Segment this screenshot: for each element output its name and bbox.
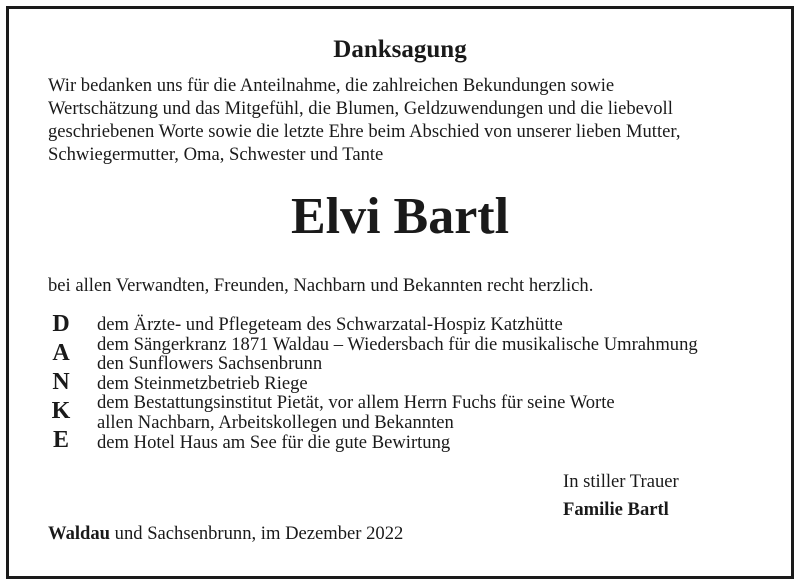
- intro-line: Wir bedanken uns für die Anteilnahme, die zahlreichen Bekundungen sowie: [48, 75, 615, 96]
- danke-letter: K: [51, 398, 71, 424]
- danke-acrostic: [46, 310, 76, 455]
- danke-letter: E: [52, 427, 69, 453]
- deceased-name: Elvi Bartl: [290, 188, 510, 245]
- mourning-text: In stiller Trauer: [563, 471, 679, 492]
- danke-list-item: dem Sängerkranz 1871 Waldau – Wiedersbach für die musikalische Umrahmung: [97, 333, 698, 355]
- intro-line: geschriebenen Worte sowie die letzte Ehre beim Abschied von unserer lieben Mutter,: [48, 121, 681, 142]
- place-date-text: und Sachsenbrunn, im Dezember 2022: [110, 523, 404, 544]
- place-date-line: [48, 523, 403, 545]
- danke-letter: N: [52, 369, 70, 395]
- intro-line: Schwiegermutter, Oma, Schwester und Tante: [48, 144, 384, 165]
- thanks-line: bei allen Verwandten, Freunden, Nachbarn und Bekannten recht herzlich.: [48, 275, 594, 296]
- intro-paragraph: [48, 74, 768, 166]
- danke-list-item: dem Steinmetzbetrieb Riege: [97, 372, 308, 394]
- danke-list-item: dem Ärzte- und Pflegeteam des Schwarzatal-Hospiz Katzhütte: [97, 314, 563, 335]
- place-name: Waldau: [48, 523, 111, 544]
- danke-letter: A: [52, 340, 70, 366]
- danke-letter: D: [52, 311, 70, 337]
- danke-list-item: den Sunflowers Sachsenbrunn: [97, 353, 323, 375]
- intro-line: Wertschätzung und das Mitgefühl, die Blumen, Geldzuwendungen und die liebevoll: [48, 98, 673, 119]
- danke-list-item: allen Nachbarn, Arbeitskollegen und Bekannten: [97, 411, 454, 433]
- danke-list: [97, 315, 787, 452]
- danke-list-item: dem Bestattungsinstitut Pietät, vor allem Herrn Fuchs für seine Worte: [97, 392, 615, 414]
- notice-title: Danksagung: [333, 36, 467, 63]
- family-signature: Familie Bartl: [563, 499, 669, 520]
- danke-list-item: dem Hotel Haus am See für die gute Bewirtung: [97, 431, 451, 453]
